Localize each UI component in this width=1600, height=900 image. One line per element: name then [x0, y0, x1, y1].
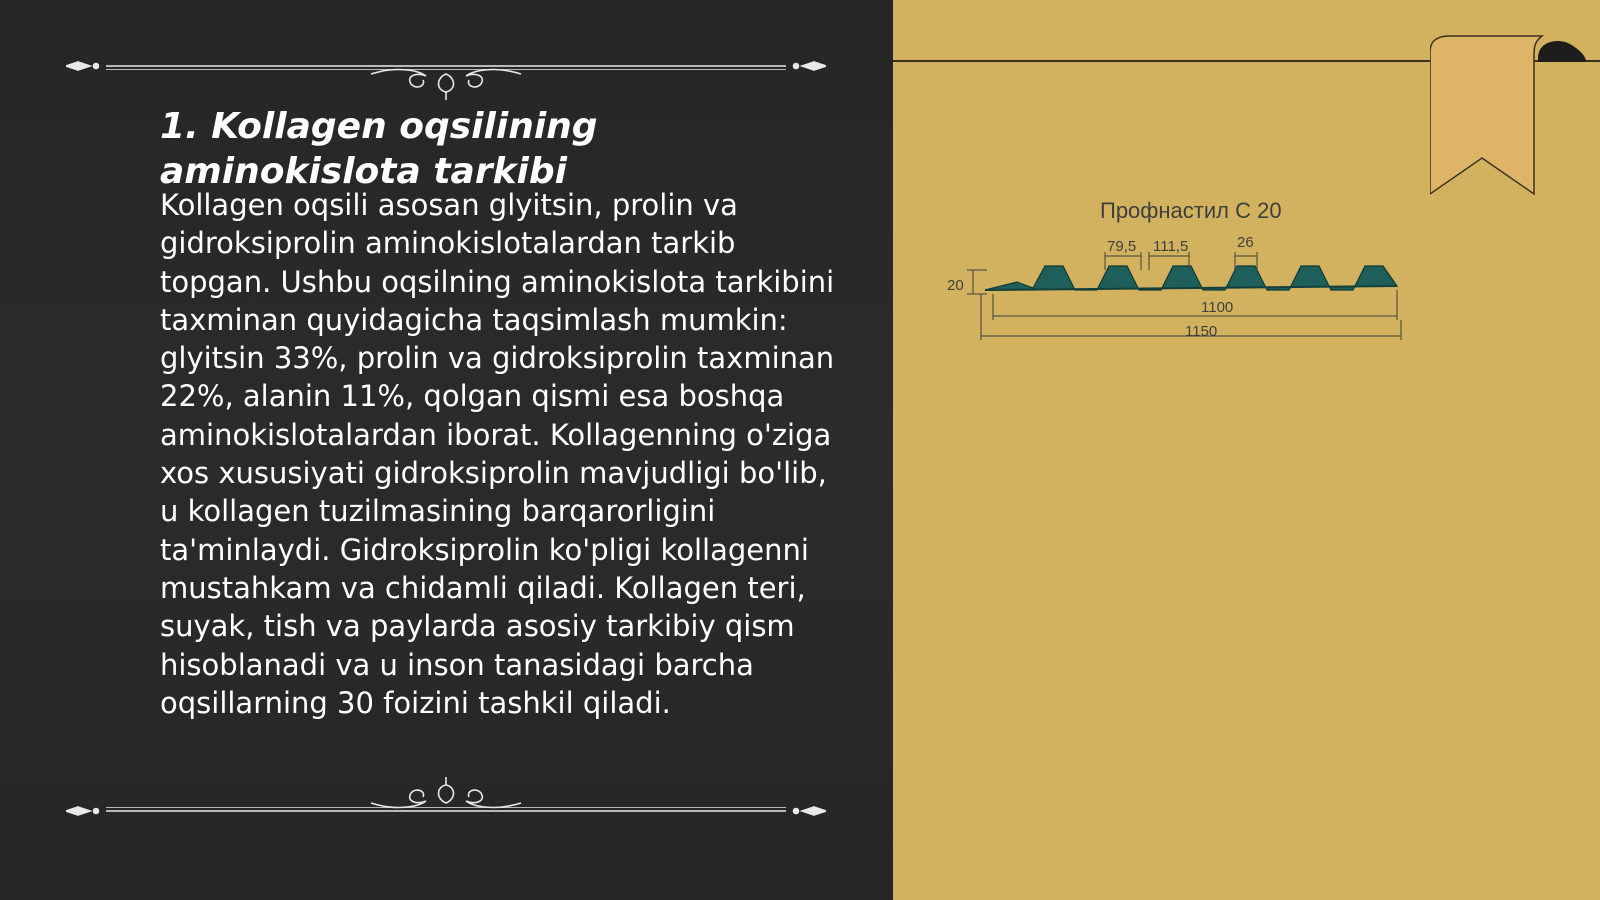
bookmark-ribbon-icon: [1430, 34, 1600, 204]
slide-title: 1. Kollagen oqsilining aminokislota tarkibi: [160, 106, 598, 192]
dim-total-width: 1150: [1185, 323, 1218, 340]
dim-valley-width: 111,5: [1153, 238, 1189, 255]
bottom-ornament-divider: [66, 775, 826, 825]
dim-useful-width: 1100: [1201, 299, 1234, 316]
drawing-title: Профнастил С 20: [1100, 198, 1282, 223]
dim-height: 20: [947, 277, 964, 294]
top-ornament-divider: [66, 52, 826, 102]
slide-body-text: Kollagen oqsili asosan glyitsin, prolin va gidroksiprolin aminokislotalardan tarkib topgan. Ushbu oqsilning aminokislota tarkibini taxminan quyidagicha taqsimlash mumkin: glyitsin 33%, prolin va gidroksiprolin taxminan 22%, alanin 11%, qolgan qismi esa boshqa aminokislotalardan iborat. Kollagenning o'ziga xos xususiyati gidroksiprolin mavjudligi bo'lib, u kollagen tuzilmasining barqarorligini ta'minlaydi. Gidroksiprolin ko'pligi kollagenni mustahkam va chidamli qiladi. Kollagen teri, suyak, tish va paylarda asosiy tarkibiy qism hisoblanadi va u inson tanasidagi barcha oqsillarning 30 foizini tashkil qiladi.: [160, 188, 835, 720]
profile-sheet-drawing: [945, 190, 1445, 350]
dim-rib-top: 26: [1237, 234, 1254, 251]
dim-rib-spacing: 79,5: [1107, 238, 1137, 255]
